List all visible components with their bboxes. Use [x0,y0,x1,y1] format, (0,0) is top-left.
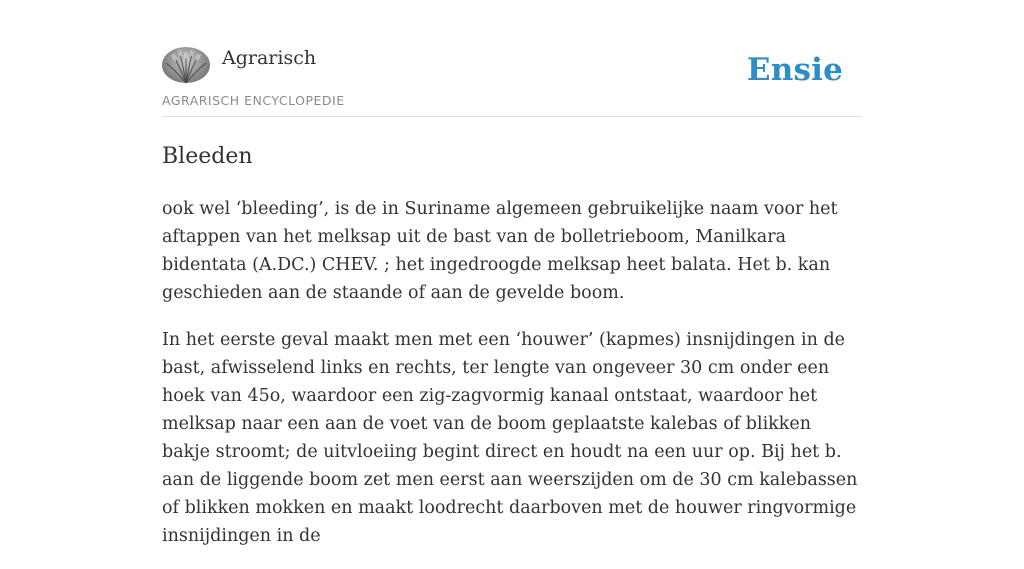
site-header [162,0,862,117]
wheat-icon[interactable] [162,47,210,83]
article-title: Bleeden [162,144,253,169]
ensie-logo[interactable]: Ensie [746,52,843,88]
article-body [162,195,862,550]
article-paragraph: ook wel ‘bleeding’, is de in Suriname algemeen gebruikelijke naam voor het aftappen van het melksap uit de bast van de bolletrieboom, Manilkara bidentata (A.DC.) CHEV. ; het ingedroogde melksap heet balata. Het b. kan geschieden aan de staande of aan de gevelde boom. [162,199,838,303]
brand-name[interactable]: Agrarisch [222,47,317,69]
article-paragraph: In het eerste geval maakt men met een ‘houwer’ (kapmes) insnijdingen in de bast, afwisselend links en rechts, ter lengte van ongeveer 30 cm onder een hoek van 45o, waardoor een zig-zagvormig kanaal ontstaat, waardoor het melksap naar een aan de voet van de boom geplaatste kalebas of blikken bakje stroomt; de uitvloeiing begint direct en houdt na een uur op. Bij het b. aan de liggende boom zet men eerst aan weerszijden om de 30 cm kalebassen of blikken mokken en maakt loodrecht daarboven met de houwer ringvormige insnijdingen in de [162,330,858,546]
site-subtitle: AGRARISCH ENCYCLOPEDIE [162,93,345,108]
main-container [162,0,862,569]
